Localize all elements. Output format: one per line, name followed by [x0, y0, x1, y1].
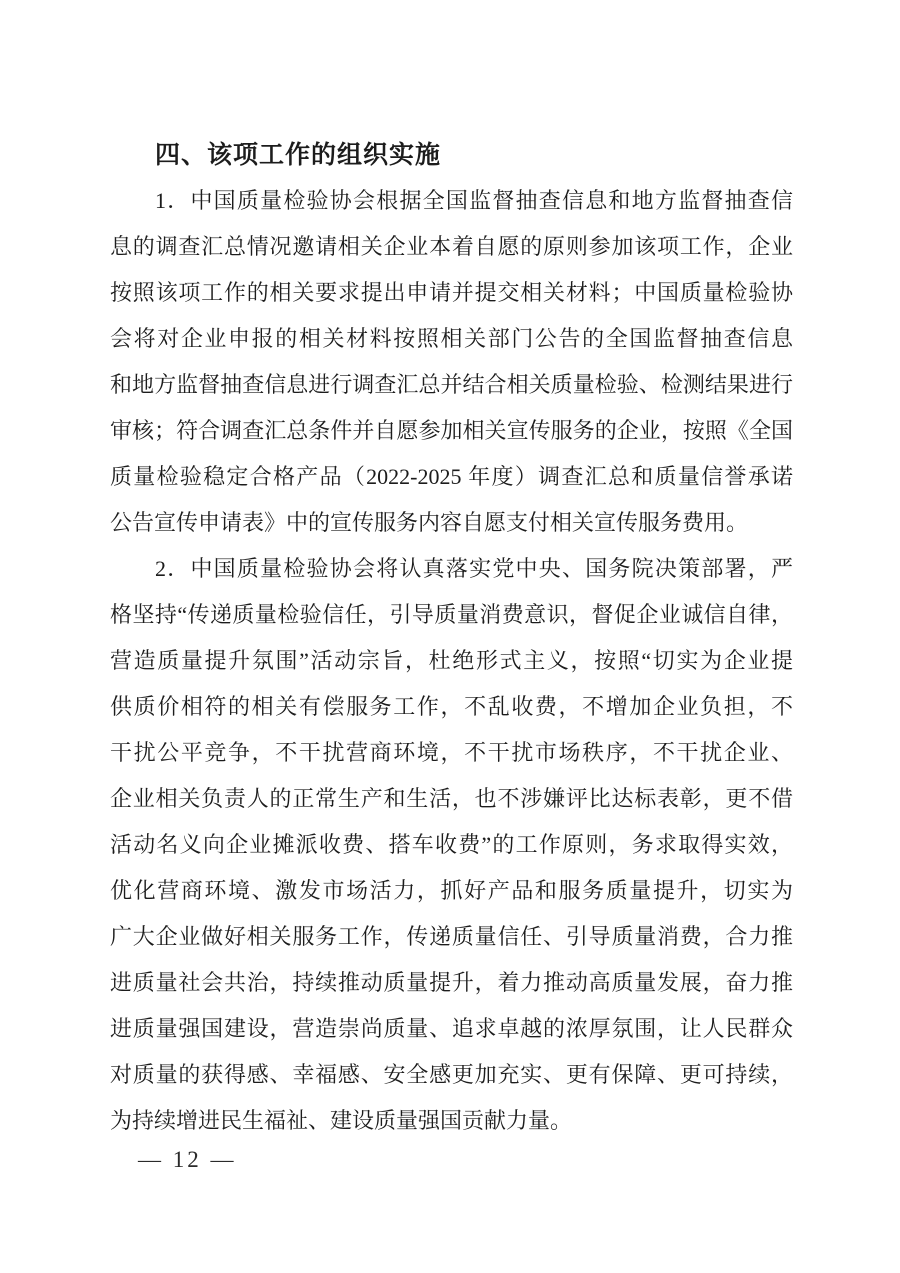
- text-line: 1．中国质量检验协会根据全国监督抽查信息和地方监督抽查信: [155, 188, 793, 213]
- text-line: 2．中国质量检验协会将认真落实党中央、国务院决策部署，严: [155, 556, 793, 581]
- text-line: 对质量的获得感、幸福感、安全感更加充实、更有保障、更可持续，: [110, 1062, 793, 1087]
- text-line: 质量检验稳定合格产品（2022-2025 年度）调查汇总和质量信誉承诺: [110, 464, 793, 489]
- text-line: 息的调查汇总情况邀请相关企业本着自愿的原则参加该项工作，企业: [110, 234, 793, 259]
- text-line: 格坚持“传递质量检验信任，引导质量消费意识，督促企业诚信自律，: [110, 602, 793, 627]
- text-line: 为持续增进民生福祉、建设质量强国贡献力量。: [110, 1108, 573, 1133]
- text-line: 供质价相符的相关有偿服务工作，不乱收费，不增加企业负担，不: [110, 694, 793, 719]
- text-line: 进质量强国建设，营造崇尚质量、追求卓越的浓厚氛围，让人民群众: [110, 1016, 793, 1041]
- text-line: 和地方监督抽查信息进行调查汇总并结合相关质量检验、检测结果进行: [110, 372, 793, 397]
- text-line: 优化营商环境、激发市场活力，抓好产品和服务质量提升，切实为: [110, 878, 793, 903]
- text-line: 进质量社会共治，持续推动质量提升，着力推动高质量发展，奋力推: [110, 970, 793, 995]
- text-line: 企业相关负责人的正常生产和生活，也不涉嫌评比达标表彰，更不借: [110, 786, 793, 811]
- text-line: 会将对企业申报的相关材料按照相关部门公告的全国监督抽查信息: [110, 326, 793, 351]
- text-line: 审核；符合调查汇总条件并自愿参加相关宣传服务的企业，按照《全国: [110, 418, 793, 443]
- text-line: 公告宣传申请表》中的宣传服务内容自愿支付相关宣传服务费用。: [110, 510, 749, 535]
- text-line: 广大企业做好相关服务工作，传递质量信任、引导质量消费，合力推: [110, 924, 793, 949]
- text-line: 营造质量提升氛围”活动宗旨，杜绝形式主义，按照“切实为企业提: [110, 648, 793, 673]
- page-number: — 12 —: [138, 1147, 237, 1172]
- document-body: [110, 132, 793, 1144]
- text-line: 按照该项工作的相关要求提出申请并提交相关材料；中国质量检验协: [110, 280, 793, 305]
- section-heading: 四、该项工作的组织实施: [155, 141, 442, 169]
- text-line: 干扰公平竞争，不干扰营商环境，不干扰市场秩序，不干扰企业、: [110, 740, 793, 765]
- text-line: 活动名义向企业摊派收费、搭车收费”的工作原则，务求取得实效，: [110, 832, 793, 857]
